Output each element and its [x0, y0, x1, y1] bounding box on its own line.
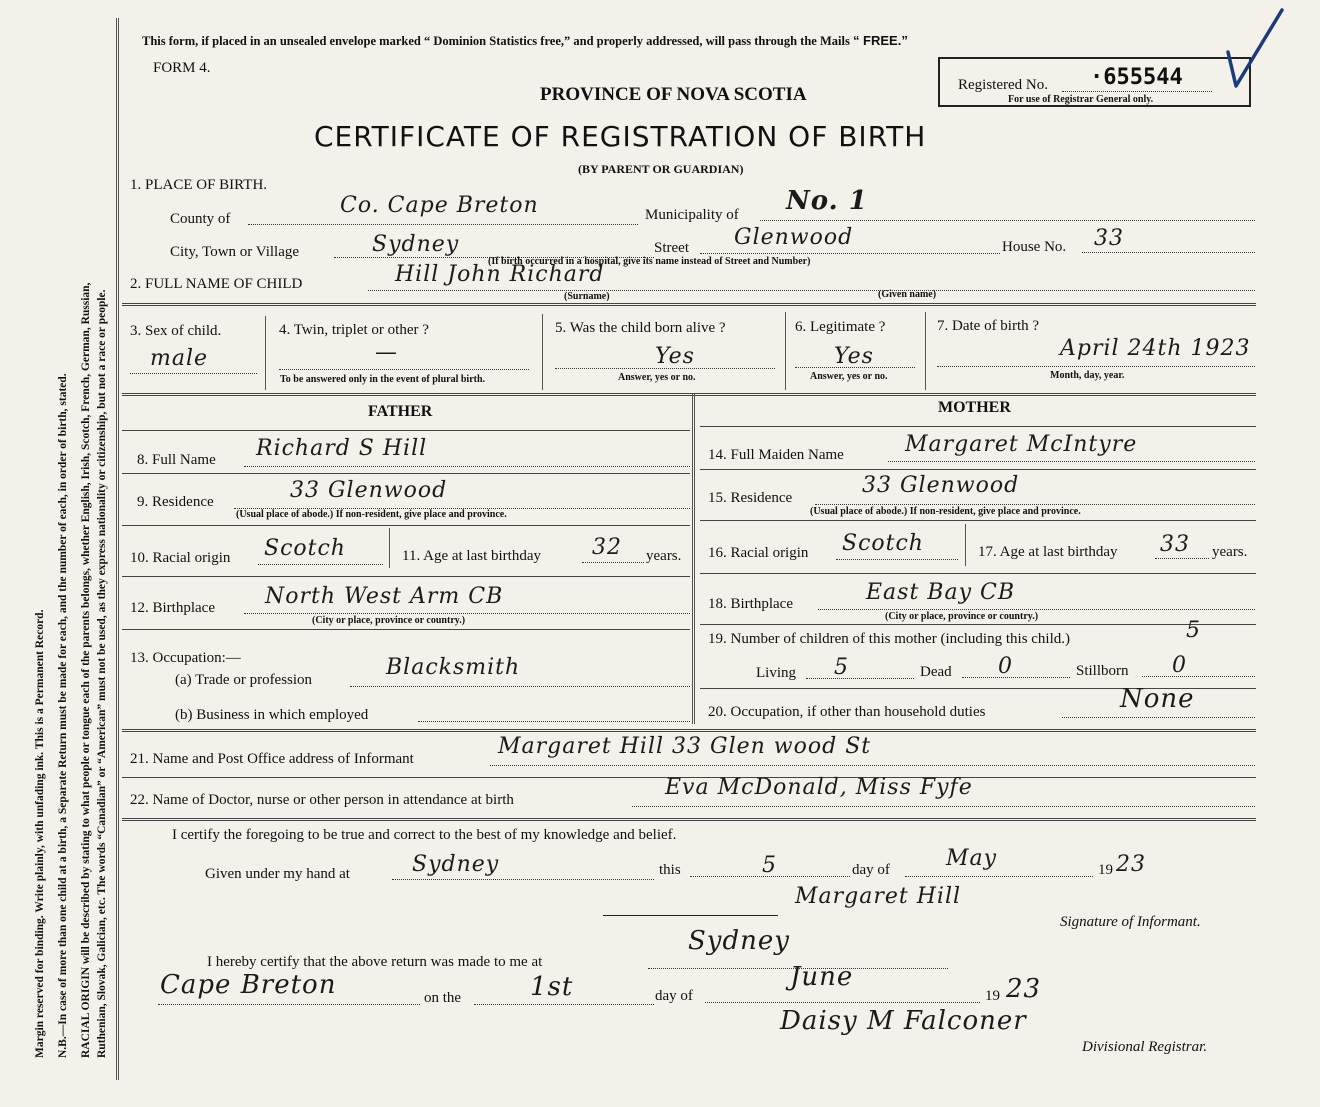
street-label: Street: [654, 240, 689, 256]
legitimate-value: Yes: [834, 344, 874, 369]
surname-note: (Surname): [564, 291, 610, 302]
informant-signature: Margaret Hill: [795, 884, 962, 909]
sex-label: 3. Sex of child.: [130, 323, 222, 339]
legitimate-label: 6. Legitimate ?: [795, 319, 886, 335]
registrar-year-prefix: 19: [985, 988, 1000, 1004]
given-month-value: May: [946, 846, 998, 871]
city-value: Sydney: [372, 232, 460, 257]
given-day-of-label: day of: [852, 862, 890, 878]
dob-value: April 24th 1923: [1060, 336, 1251, 361]
dob-label: 7. Date of birth ?: [937, 318, 1040, 334]
mother-residence-value: 33 Glenwood: [862, 473, 1020, 498]
street-value: Glenwood: [734, 225, 854, 250]
mother-occupation-label: 20. Occupation, if other than household duties: [708, 704, 986, 720]
stillborn-label: Stillborn: [1076, 663, 1129, 679]
given-year-prefix: 19: [1098, 862, 1113, 878]
father-birthplace-value: North West Arm CB: [265, 584, 504, 609]
place-of-birth-label: 1. PLACE OF BIRTH.: [130, 177, 268, 193]
given-year-value: 23: [1116, 852, 1146, 877]
born-alive-note: Answer, yes or no.: [618, 372, 696, 383]
binding-border: [116, 18, 119, 1080]
father-years-label: years.: [646, 548, 682, 564]
checkmark-icon: [1222, 4, 1292, 94]
given-place-value: Sydney: [412, 852, 500, 877]
living-label: Living: [756, 665, 796, 681]
father-birthplace-label: 12. Birthplace: [130, 600, 215, 616]
registered-box: [938, 57, 1251, 107]
registrar-month-value: June: [790, 962, 854, 992]
father-race-value: Scotch: [264, 536, 346, 561]
registered-note: For use of Registrar General only.: [1008, 94, 1154, 105]
father-heading: FATHER: [368, 403, 433, 420]
father-residence-value: 33 Glenwood: [290, 478, 448, 503]
mother-name-label: 14. Full Maiden Name: [708, 447, 844, 463]
house-value: 33: [1094, 226, 1124, 251]
given-day-value: 5: [762, 853, 777, 878]
mother-occupation-value: None: [1120, 684, 1195, 714]
sex-value: male: [150, 346, 209, 371]
father-age-label: 11. Age at last birthday: [402, 548, 541, 564]
registrar-year-value: 23: [1006, 974, 1042, 1004]
father-occupation-label: 13. Occupation:—: [130, 650, 241, 666]
registrar-day-value: 1st: [530, 972, 574, 1002]
informant-label: 21. Name and Post Office address of Informant: [130, 751, 414, 767]
mother-children-label: 19. Number of children of this mother (including this child.): [708, 631, 1071, 647]
registered-label: Registered No.: [958, 77, 1048, 93]
province-heading: PROVINCE OF NOVA SCOTIA: [540, 84, 807, 105]
certify-statement: I certify the foregoing to be true and correct to the best of my knowledge and belief.: [172, 827, 677, 843]
mother-children-value: 5: [1186, 618, 1201, 643]
informant-signature-label: Signature of Informant.: [1060, 914, 1201, 930]
mother-age-label: 17. Age at last birthday: [978, 544, 1118, 560]
twin-note: To be answered only in the event of plural birth.: [280, 374, 486, 385]
mother-residence-label: 15. Residence: [708, 490, 793, 506]
legitimate-note: Answer, yes or no.: [810, 371, 888, 382]
county-value: Co. Cape Breton: [340, 193, 539, 218]
parents-divider: [692, 394, 695, 724]
margin-note-nationality: Ruthenian, Slovak, Galician, etc. The words “Canadian” or “American” must not be used, as they express nationality or citizenship, but not a race or people.: [96, 289, 108, 1058]
mother-name-value: Margaret McIntyre: [905, 432, 1138, 457]
father-birthplace-note: (City or place, province or country.): [312, 615, 466, 626]
mother-years-label: years.: [1212, 544, 1248, 560]
municipality-label: Municipality of: [645, 207, 739, 223]
hospital-note: (If birth occurred in a hospital, give its name instead of Street and Number): [488, 256, 811, 267]
mother-birthplace-value: East Bay CB: [866, 580, 1016, 605]
mother-race-value: Scotch: [842, 531, 924, 556]
municipality-value: No. 1: [786, 186, 868, 216]
certificate-title: CERTIFICATE OF REGISTRATION OF BIRTH: [314, 120, 927, 153]
form-number: FORM 4.: [153, 60, 211, 76]
child-name-value: Hill John Richard: [395, 262, 605, 287]
child-name-label: 2. FULL NAME OF CHILD: [130, 276, 303, 292]
father-name-value: Richard S Hill: [256, 436, 428, 461]
mother-birthplace-note: (City or place, province or country.): [885, 611, 1039, 622]
doctor-label: 22. Name of Doctor, nurse or other person in attendance at birth: [130, 792, 514, 808]
dead-label: Dead: [920, 664, 952, 680]
informant-value: Margaret Hill 33 Glen wood St: [498, 734, 872, 759]
mail-notice: This form, if placed in an unsealed envelope marked “ Dominion Statistics free,” and properly addressed, will pass through the Mails “ FREE.”: [142, 33, 908, 48]
house-label: House No.: [1002, 239, 1067, 255]
father-residence-note: (Usual place of abode.) If non-resident, give place and province.: [236, 509, 507, 520]
father-residence-label: 9. Residence: [137, 494, 214, 510]
given-name-note: (Given name): [878, 289, 937, 300]
mother-age-value: 33: [1160, 532, 1190, 557]
born-alive-value: Yes: [655, 344, 695, 369]
city-label: City, Town or Village: [170, 244, 300, 260]
registrar-signature: Daisy M Falconer: [780, 1006, 1027, 1036]
father-age-value: 32: [592, 535, 622, 560]
dob-note: Month, day, year.: [1050, 370, 1125, 381]
margin-note-racial-origin: RACIAL ORIGIN will be described by stating to what people or tongue each of the parents belongs, whether English, Irish, Scotch, French, German, Russian,: [80, 282, 92, 1058]
father-trade-value: Blacksmith: [386, 655, 521, 680]
born-alive-label: 5. Was the child born alive ?: [555, 320, 726, 336]
registrar-county-value: Cape Breton: [160, 970, 337, 1000]
margin-note-binding: Margin reserved for binding. Write plainly, with unfading ink. This is a Permanent Record.: [34, 609, 46, 1058]
twin-label: 4. Twin, triplet or other ?: [279, 322, 429, 338]
living-value: 5: [834, 655, 849, 680]
mother-residence-note: (Usual place of abode.) If non-resident, give place and province.: [810, 506, 1081, 517]
on-the-label: on the: [424, 990, 462, 1006]
given-label: Given under my hand at: [205, 866, 350, 882]
father-name-label: 8. Full Name: [137, 452, 216, 468]
mother-birthplace-label: 18. Birthplace: [708, 596, 793, 612]
dead-value: 0: [998, 654, 1013, 679]
certificate-subtitle: (BY PARENT OR GUARDIAN): [578, 162, 744, 176]
father-trade-label: (a) Trade or profession: [175, 672, 313, 688]
registered-number: ·655544: [1090, 65, 1183, 90]
registrar-day-of-label: day of: [655, 988, 693, 1004]
doctor-value: Eva McDonald, Miss Fyfe: [665, 775, 973, 800]
hereby-statement: I hereby certify that the above return was made to me at: [207, 954, 543, 970]
father-business-label: (b) Business in which employed: [175, 707, 369, 723]
hereby-place-value: Sydney: [688, 926, 790, 956]
registrar-signature-label: Divisional Registrar.: [1082, 1039, 1208, 1055]
twin-value: —: [375, 340, 398, 365]
this-label: this: [659, 862, 681, 878]
margin-note-multiple-births: N.B.—In case of more than one child at a birth, a Separate Return must be made for each, and the number of each, in order of birth, stated.: [57, 373, 69, 1058]
stillborn-value: 0: [1172, 653, 1187, 678]
mother-heading: MOTHER: [938, 399, 1011, 416]
mother-race-label: 16. Racial origin: [708, 545, 809, 561]
county-label: County of: [170, 211, 231, 227]
father-race-label: 10. Racial origin: [130, 550, 231, 566]
